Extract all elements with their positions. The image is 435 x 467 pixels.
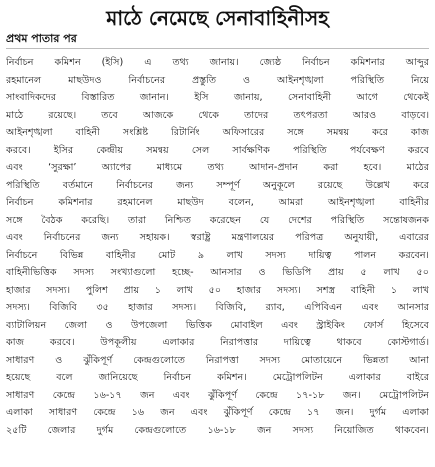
body-line: এবং ‘সুরক্ষা’ অ্যাপের মাধ্যমে তথ্য আদান-প্রদান করা হবে। মাঠের — [6, 162, 429, 173]
divider — [6, 48, 429, 49]
body-line: হয়েছে বলে জানিয়েছে নির্বাচন কমিশন। মেট্রোপলিটন এলাকার বাইরে — [6, 372, 429, 383]
headline: মাঠে নেমেছে সেনাবাহিনীসহ — [106, 6, 329, 30]
body-line: পরিস্থিতি বর্তমানে নির্বাচনের জন্য সম্পূর্ণ অনুকূলে রয়েছে উল্লেখ করে — [6, 179, 429, 191]
body-line: আইনশৃঙ্খলা বাহিনী সংশ্লিষ্ট রিটার্নিং অফিসারের সঙ্গে সমন্বয় করে কাজ — [6, 127, 429, 138]
body-line: সাধারণ ও ঝুঁকিপূর্ণ কেন্দ্রগুলোতে নিরাপত্তা সদস্য মোতায়েনে ভিন্নতা আনা — [6, 354, 429, 366]
article-body — [6, 54, 429, 439]
body-line: সঙ্গে বৈঠক করেছি। তারা নিশ্চিত করেছেন যে দেশের পরিস্থিতি সন্তোষজনক — [6, 214, 429, 226]
body-line: ২৫টি জেলার দুর্গম কেন্দ্রগুলোতে ১৬-১৮ জন সদস্য নিয়োজিত থাকবেন। — [6, 424, 429, 436]
body-line: রহমানেল মাছউদও নির্বাচনের প্রস্তুতি ও আইনশৃঙ্খলা পরিস্থিতি নিয়ে — [6, 74, 429, 86]
body-line: হাজার সদস্য। পুলিশ প্রায় ১ লাখ ৫০ হাজার সদস্য। সশস্ত্র বাহিনী ১ লাখ — [6, 284, 429, 296]
body-line: ব্যাটালিয়ন জেলা ও উপজেলা ভিত্তিক মোবাইল এবং স্ট্রাইকিং ফোর্স হিসেবে — [6, 319, 429, 331]
body-line: কাজ করবে। উপকূলীয় এলাকার নিরাপত্তার দায়িত্বে থাকবে কোস্টগার্ড। — [6, 337, 429, 348]
body-line: করবে। ইসির কেন্দ্রীয় সমন্বয় সেল সার্বক্ষণিক পরিস্থিতি পর্যবেক্ষণ করবে — [6, 144, 429, 156]
body-line: নির্বাচন কমিশনার রহমানেল মাছউদ বলেন, আমরা আইনশৃঙ্খলা বাহিনীর — [6, 197, 429, 208]
body-line: সদস্য। বিজিবি ৩৫ হাজার সদস্য। বিজিবি, র‍্যাব, এপিবিএন এবং আনসার — [6, 302, 429, 313]
body-line: এলাকা সাধারণ কেন্দ্রে ১৬ জন এবং ঝুঁকিপূর্ণ কেন্দ্রে ১৭ জন। দুর্গম এলাকা — [6, 407, 429, 418]
continuation-label: প্রথম পাতার পর — [6, 32, 77, 45]
body-line: বাহিনীভিত্তিক সদস্য সংখ্যাগুলো হচ্ছে- আনসার ও ভিডিপি প্রায় ৫ লাখ ৫০ — [6, 267, 429, 278]
body-line: সাধারণ কেন্দ্রে ১৬-১৭ জন এবং ঝুঁকিপূর্ণ কেন্দ্রে ১৭-১৮ জন। মেট্রোপলিটন — [6, 389, 429, 401]
body-line: নির্বাচনে বিভিন্ন বাহিনীর মোট ৯ লাখ সদস্য দায়িত্ব পালন করবেন। — [6, 249, 429, 261]
body-line: এবং নির্বাচনের জন্য সহায়ক। স্বরাষ্ট্র মন্ত্রণালয়ের পরিপত্র অনুযায়ী, এবারের — [6, 232, 429, 243]
body-line: মাঠে রয়েছে। তবে আজকে থেকে তাদের তৎপরতা আরও বাড়বে। — [6, 109, 429, 121]
body-line: সাংবাদিকদের বিস্তারিত জানান। ইসি জানায়, সেনাবাহিনী আগে থেকেই — [6, 92, 429, 103]
body-line: নির্বাচন কমিশন (ইসি) এ তথ্য জানায়। জ্যেষ্ঠ নির্বাচন কমিশনার আব্দুর — [6, 57, 429, 68]
